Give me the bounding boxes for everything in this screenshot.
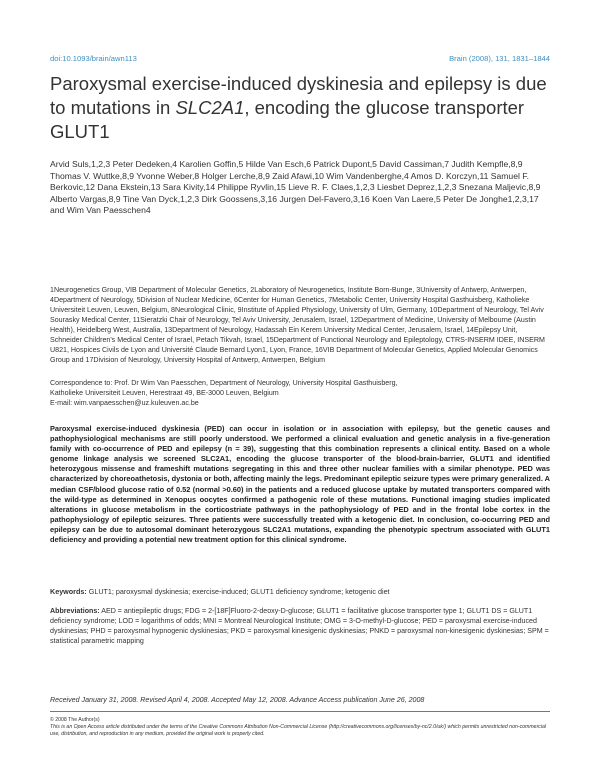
abstract: Paroxysmal exercise-induced dyskinesia (PED) can occur in isolation or in association with epilepsy, but the genetic causes and pathophysiological mechanisms are still poorly understood. We performed a clinical evaluation and genetic analysis in a five-generation family with co-occurrence of PED and epilepsy (n = 39), suggesting that this combination represents a clinical entity. Based on a whole genome linkage analysis we screened SLC2A1, encoding the glucose transporter of the blood-brain-barrier, GLUT1 and identified heterozygous missense and frameshift mutations segregating in this and three other nuclear families with a similar phenotype. PED was characterized by choreoathetosis, dystonia or both, affecting mainly the legs. Predominant epileptic seizure types were primary generalized. A median CSF/blood glucose ratio of 0.52 (normal >0.60) in the patients and a reduced glucose uptake by mutated transporters compared with the wild-type as determined in Xenopus oocytes confirmed a pathogenic role of these mutations. Functional imaging studies implicated alterations in glucose metabolism in the corticostriate pathways in the pathophysiology of PED and in the frontal lobe cortex in the pathophysiology of epileptic seizures. Three patients were successfully treated with a ketogenic diet. In conclusion, co-occurring PED and epilepsy can be due to autosomal dominant heterozygous SLC2A1 mutations, expanding the phenotypic spectrum associated with GLUT1 deficiency and providing a potential new treatment option for this clinical syndrome. [50,424,550,545]
journal-citation: Brain (2008), 131, 1831–1844 [449,54,550,63]
abbreviations-label: Abbreviations: [50,607,100,615]
title-part-1: Paroxysmal exercise-induced dyskinesia and epilepsy is due to mutations in [50,73,547,118]
correspondence-line-2: Katholieke Universiteit Leuven, Herestraat 49, BE-3000 Leuven, Belgium [50,389,279,397]
doi-link[interactable]: doi:10.1093/brain/awn113 [50,54,137,63]
received-dates: Received January 31, 2008. Revised April 4, 2008. Accepted May 12, 2008. Advance Access publication June 26, 2008 [50,696,425,704]
keywords-text: GLUT1; paroxysmal dyskinesia; exercise-induced; GLUT1 deficiency syndrome; ketogenic diet [86,587,390,596]
divider [50,711,550,712]
title-part-2: , encoding the glucose transporter GLUT1 [50,97,525,142]
title-gene-name: SLC2A1 [175,97,245,118]
license-text: This is an Open Access article distributed under the terms of the Creative Commons Attribution Non-Commercial License (http://creativecommons.org/licenses/by-nc/2.0/uk/) which permits unrestricted non-commercial use, distribution, and reproduction in any medium, provided the original work is properly cited. [50,724,547,738]
article-title [50,72,550,144]
copyright-notice [50,717,550,739]
abbreviations-text: AED = antiepileptic drugs; FDG = 2-[18F]Fluoro-2-deoxy-D-glucose; GLUT1 = facilitative glucose transporter type 1; GLUT1 DS = GLUT1 deficiency syndrome; LOD = logarithms of odds; MNI = Montreal Neurological Institute; OMG = 3-O-methyl-D-glucose; PED = paroxysmal exercise-induced dyskinesias; PHD = paroxysmal hypnogenic dyskinesias; PKD = paroxysmal kinesigenic dyskinesias; PNKD = paroxysmal non-kinesigenic dyskinesias; SPM = statistical parametric mapping [50,607,549,645]
correspondence-email[interactable]: E-mail: wim.vanpaesschen@uz.kuleuven.ac.be [50,399,199,407]
correspondence [50,378,550,408]
affiliations: 1Neurogenetics Group, VIB Department of Molecular Genetics, 2Laboratory of Neurogenetics, Institute Born-Bunge, 3University of Antwerp, Antwerpen, 4Department of Neurology, 5Division of Nuclear Medicine, 6Center for Human Genetics, 7Metabolic Center, University Hospital Gasthuisberg, Katholieke Universiteit Leuven, Leuven, Belgium, 8Neurological Clinic, 9Institute of Applied Physiology, University of Ulm, Germany, 10Department of Neurology, Tel Aviv Sourasky Medical Center, 11Sieratzki Chair of Neurology, Tel Aviv University, Jerusalem, Israel, 12Department of Medicine, University of Melbourne (Austin Health), Heidelberg West, Australia, 13Department of Neurology, Hadassah Ein Kerem University Medical Center, Jerusalem, Israel, 14Epilepsy Unit, Schneider Children's Medical Center of Israel, Petach Tikvah, Israel, 15Department of Functional Neurology and Epileptology, CTRS-INSERM IDEE, INSERM U821, Hospices Civils de Lyon and Université Claude Bernard Lyon1, Lyon, France, 16VIB Department of Molecular Genetics, Applied Molecular Genomics Group and 17Division of Neurology, University Hospital of Antwerp, Antwerpen, Belgium [50,286,545,364]
keywords [50,587,550,597]
keywords-label: Keywords: [50,587,87,596]
abbreviations [50,606,550,646]
author-list: Arvid Suls,1,2,3 Peter Dedeken,4 Karolien Goffin,5 Hilde Van Esch,6 Patrick Dupont,5 David Cassiman,7 Judith Kempfle,8,9 Thomas V. Wuttke,8,9 Yvonne Weber,8 Holger Lerche,8,9 Zaid Afawi,10 Wim Vandenberghe,4 Amos D. Korczyn,11 Samuel F. Berkovic,12 Dana Ekstein,13 Sara Kivity,14 Philippe Ryvlin,15 Lieve R. F. Claes,1,2,3 Liesbet Deprez,1,2,3 Snezana Maljevic,8,9 Alberto Vargas,8,9 Tine Van Dyck,1,2,3 Dirk Goossens,3,16 Jurgen Del-Favero,3,16 Koen Van Laere,5 Peter De Jonghe1,2,3,17 and Wim Van Paesschen4 [50,159,541,215]
correspondence-line-1: Correspondence to: Prof. Dr Wim Van Paesschen, Department of Neurology, University Hospital Gasthuisberg, [50,379,398,387]
copyright-line: © 2008 The Author(s) [50,717,100,723]
